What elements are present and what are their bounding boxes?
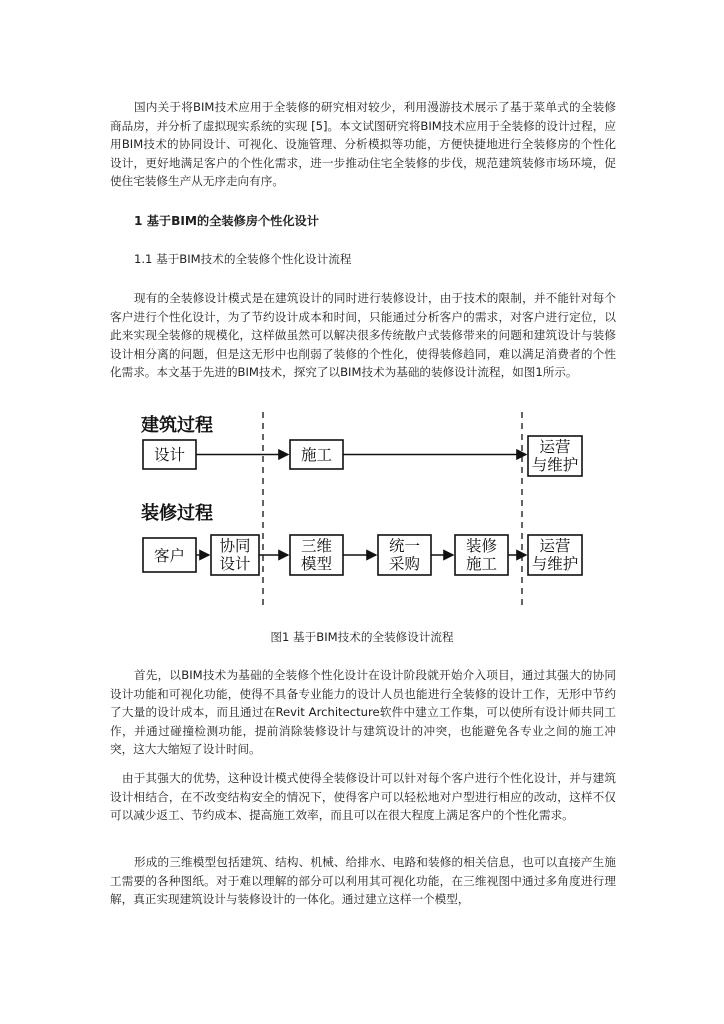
box-collab-label-1: 协同 (219, 537, 251, 555)
subsection-heading: 1.1 基于BIM技术的全装修个性化设计流程 (134, 252, 352, 266)
box-collab-label-2: 设计 (219, 555, 251, 573)
section-building-process: 建筑过程 (141, 415, 213, 436)
box-3d-label-1: 三维 (300, 537, 333, 555)
current-mode-paragraph: 现有的全装修设计模式是在建筑设计的同时进行装修设计，由于技术的限制，并不能针对每个客户进行个性化设计，为了节约设计成本和时间，只能通过分析客户的需求，对客户进行定位，以此来实现全装修的规模化，这样做虽然可以解决很多传统散户式装修带来的问题和建筑设计与装修设计相分离的问题，但是这无形中也削弱了装修的个性化，使得装修趋同，难以满足消费者的个性化需求。本文基于先进的BIM技术，探究了以BIM技术为基础的装修设计流程，如图1所示。 (110, 291, 616, 380)
box-op2-label-1: 运营 (539, 537, 571, 555)
model-paragraph: 形成的三维模型包括建筑、结构、机械、给排水、电路和装修的相关信息，也可以直接产生施工需要的各种图纸。对于难以理解的部分可以利用其可视化功能，在三维视图中通过多角度进行理解，真正实现建筑设计与装修设计的一体化。通过建立这样一个模型， (110, 855, 616, 907)
box-operation-label-2: 与维护 (531, 456, 579, 474)
figure-caption: 图1 基于BIM技术的全装修设计流程 (270, 630, 454, 644)
box-deco-label-1: 装修 (465, 537, 498, 555)
box-operation-label-1: 运营 (539, 438, 571, 456)
first-paragraph: 首先，以BIM技术为基础的全装修个性化设计在设计阶段就开始介入项目，通过其强大的协同设计功能和可视化功能，使得不具备专业能力的设计人员也能进行全装修的设计工作，无形中节约了大量的设计成本，而且通过在Revit Architecture软件中建立工作集，可以使所有设计师共同工作，并通过碰撞检测功能，提前消除装修设计与建筑设计的冲突，也能避免各专业之间的施工冲突，这大大缩短了设计时间。 (110, 668, 616, 757)
box-op2-label-2: 与维护 (531, 555, 579, 573)
box-purchase-label-2: 采购 (388, 555, 421, 573)
section-decoration-process: 装修过程 (141, 503, 213, 524)
section-heading: 1 基于BIM的全装修房个性化设计 (134, 214, 319, 228)
box-customer-label: 客户 (153, 547, 186, 565)
box-deco-label-2: 施工 (465, 555, 498, 573)
box-design-label: 设计 (153, 446, 186, 464)
box-3d-label-2: 模型 (300, 555, 333, 573)
intro-paragraph: 国内关于将BIM技术应用于全装修的研究相对较少，利用漫游技术展示了基于菜单式的全装修商品房，并分析了虚拟现实系统的实现 [5]。本文试图研究将BIM技术应用于全装修的设计过程，应用BIM技术的协同设计、可视化、设施管理、分析模拟等功能，方便快捷地进行全装修房的个性化设计，更好地满足客户的个性化需求，进一步推动住宅全装修的步伐，规范建筑装修市场环境，促使住宅装修生产从无序走向有序。 (110, 100, 616, 189)
box-purchase-label-1: 统一 (388, 537, 421, 555)
advantage-paragraph: 由于其强大的优势，这种设计模式使得全装修设计可以针对每个客户进行个性化设计，并与建筑设计相结合，在不改变结构安全的情况下，使得客户可以轻松地对户型进行相应的改动，这样不仅可以减少返工、节约成本、提高施工效率，而且可以在很大程度上满足客户的个性化需求。 (110, 771, 616, 823)
box-construction-label: 施工 (300, 446, 333, 464)
